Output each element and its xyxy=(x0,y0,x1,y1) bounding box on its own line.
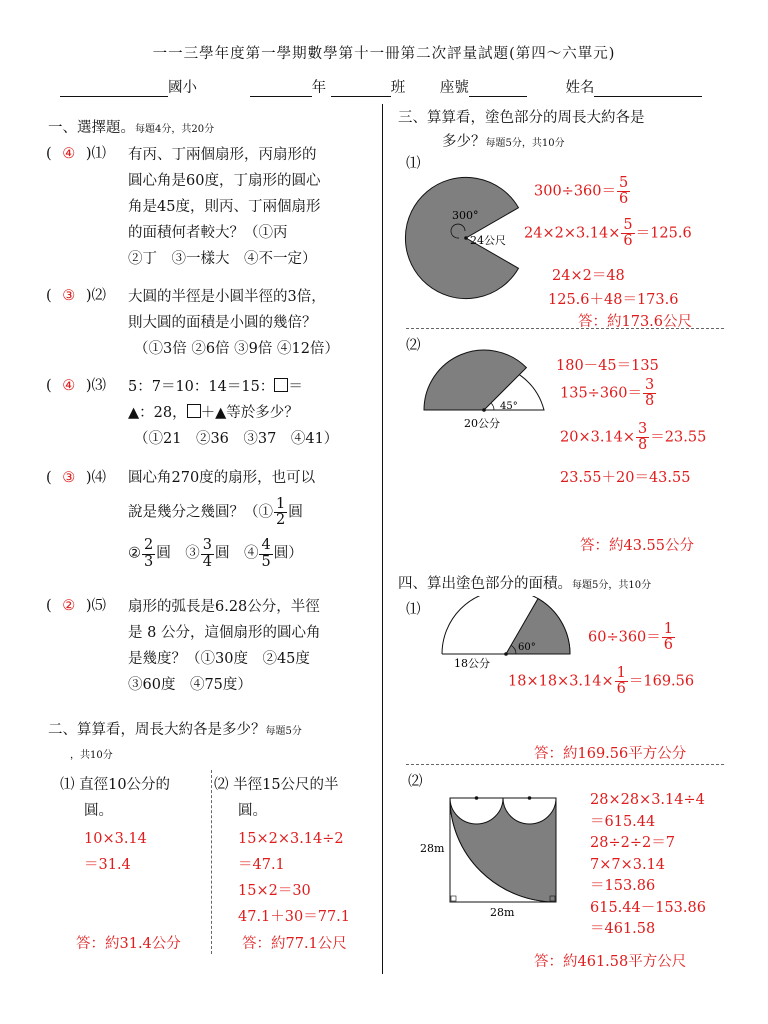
section2-heading: 二、算算看，周長大約各是多少？每題5分 xyxy=(48,722,302,738)
s4-p2-work: 28×28×3.14÷4 ＝615.44 28÷2÷2＝7 7×7×3.14 ＝153.86 615.44－153.86 ＝461.58 xyxy=(590,792,706,937)
q2-prefix: ( ③ )⑵ xyxy=(46,288,107,304)
name-label: 姓名 xyxy=(565,80,595,96)
center-dot xyxy=(482,408,486,412)
s3-p1-figure xyxy=(404,168,534,308)
section4-heading: 四、算出塗色部分的面積。每題5分，共10分 xyxy=(398,576,652,592)
s3-p2-answer: 答：約43.55公分 xyxy=(580,538,695,554)
column-divider xyxy=(382,104,383,974)
s3-p2-figure xyxy=(420,348,550,438)
center-dot xyxy=(504,652,508,656)
q4-text: 圓心角270度的扇形，也可以 說是幾分之幾圓？（① $\frac{1}{2}$ 圓 ② $\frac{2}{3}$ 圓 ③ $\frac{3}{4}$ 圓 ④ $\frac{4}{5}$ 圓） xyxy=(128,470,316,570)
s4-p1-num: ⑴ xyxy=(406,602,421,618)
s4-p1-angle: 60° xyxy=(518,642,536,653)
s4-p1-figure xyxy=(436,596,576,670)
school-label: 國小 xyxy=(168,80,197,96)
s3-p1-answer: 答：約173.6公尺 xyxy=(578,314,693,330)
q3-prefix: ( ④ )⑶ xyxy=(46,378,107,394)
s3-p1-w4: 125.6＋48＝173.6 xyxy=(548,292,679,308)
q3-text: 5：7＝10：14＝15： ＝ ▲：28， ＋▲等於多少？ （①21 ②36 ③37 ④41） xyxy=(128,379,339,447)
s3-p2-w2: 135÷360＝ $\frac{3}{8}$ xyxy=(560,377,655,410)
q2-text: 大圓的半徑是小圓半徑的3倍， 則大圓的面積是小圓的幾倍？ （①3倍 ②6倍 ③9倍 ④12倍） xyxy=(128,289,339,357)
school-blank[interactable] xyxy=(60,80,168,97)
s3-p2-base: 20公分 xyxy=(464,417,500,430)
class-blank[interactable] xyxy=(331,80,391,97)
blank-square-icon xyxy=(187,404,201,418)
s3-p2-angle: 45° xyxy=(500,401,518,412)
q2-answer[interactable]: ③ xyxy=(62,288,76,304)
s3-divider xyxy=(406,328,724,329)
q1-answer[interactable]: ④ xyxy=(62,146,76,162)
grade-label: 年 xyxy=(311,80,327,96)
s3-p1-angle: 300° xyxy=(452,209,479,222)
s2-p1-work: 10×3.14 ＝31.4 xyxy=(84,831,147,873)
q4-prefix: ( ③ )⑷ xyxy=(46,470,107,486)
s4-p1-w1: 60÷360＝ $\frac{1}{6}$ xyxy=(588,621,674,654)
s2-p2-work: 15×2×3.14÷2 ＝47.1 15×2＝30 47.1＋30＝77.1 xyxy=(238,831,351,925)
seat-label: 座號 xyxy=(439,80,469,96)
s2-divider xyxy=(211,770,212,954)
s2-problem2: ⑵ 半徑15公尺的半 圓。 xyxy=(214,777,339,819)
s4-p1-radius: 18公分 xyxy=(454,657,490,670)
center-dot xyxy=(464,236,468,240)
s4-p1-w2: 18×18×3.14× $\frac{1}{6}$ ＝169.56 xyxy=(508,665,695,698)
s2-p1-answer: 答：約31.4公分 xyxy=(76,936,181,952)
s3-p2-w1: 180－45＝135 xyxy=(556,358,659,374)
center-dot xyxy=(528,796,532,800)
s3-p1-radius: 24公尺 xyxy=(470,234,506,247)
s3-p1-w3: 24×2＝48 xyxy=(552,268,625,284)
grade-blank[interactable] xyxy=(250,80,312,97)
s4-p2-side-bottom: 28m xyxy=(490,906,515,919)
s4-p2-side-left: 28m xyxy=(420,842,445,855)
s3-p2-num: ⑵ xyxy=(406,338,421,354)
s4-p1-answer: 答：約169.56平方公分 xyxy=(534,746,687,762)
s4-p2-num: ⑵ xyxy=(408,774,423,790)
page-title: 一一三學年度第一學期數學第十一冊第二次評量試題(第四～六單元) xyxy=(152,46,616,62)
q1-text: 有丙、丁兩個扇形，丙扇形的 圓心角是60度，丁扇形的圓心 角是45度，則丙、丁兩個扇形 的面積何者較大？（①丙 ②丁 ③一樣大 ④不一定） xyxy=(128,147,321,267)
s2-p2-answer: 答：約77.1公尺 xyxy=(242,936,347,952)
s4-divider xyxy=(406,764,724,765)
s4-p2-answer: 答：約461.58平方公尺 xyxy=(534,954,687,970)
student-info-row xyxy=(60,76,702,97)
s3-p1-w2: 24×2×3.14× $\frac{5}{6}$ ＝125.6 xyxy=(524,217,692,250)
seat-blank[interactable] xyxy=(469,80,527,97)
class-label: 班 xyxy=(390,80,406,96)
s4-p2-figure xyxy=(414,790,564,926)
s3-p1-num: ⑴ xyxy=(406,156,421,172)
section3-heading: 三、算算看，塗色部分的周長大約各是 多少？每題5分，共10分 xyxy=(398,110,645,150)
q5-answer[interactable]: ② xyxy=(62,598,76,614)
s3-p1-w1: 300÷360＝ $\frac{5}{6}$ xyxy=(534,175,629,208)
q3-answer[interactable]: ④ xyxy=(62,378,76,394)
name-blank[interactable] xyxy=(594,80,702,97)
q5-text: 扇形的弧長是6.28公分，半徑 是 8 公分，這個扇形的圓心角 是幾度？（①30度 ②45度 ③60度 ④75度） xyxy=(128,599,321,693)
section1-heading: 一、選擇題。每題4分，共20分 xyxy=(48,120,215,136)
s3-p2-w4: 23.55＋20＝43.55 xyxy=(560,470,691,486)
q1-prefix: ( ④ )⑴ xyxy=(46,146,107,162)
s2-problem1: ⑴ 直徑10公分的 圓。 xyxy=(60,777,171,819)
q4-answer[interactable]: ③ xyxy=(62,470,76,486)
center-dot xyxy=(475,796,479,800)
blank-square-icon xyxy=(274,378,288,392)
q5-prefix: ( ② )⑸ xyxy=(46,598,107,614)
s3-p2-w3: 20×3.14× $\frac{3}{8}$ ＝23.55 xyxy=(560,421,707,454)
section2-note: ，共10分 xyxy=(70,750,113,761)
